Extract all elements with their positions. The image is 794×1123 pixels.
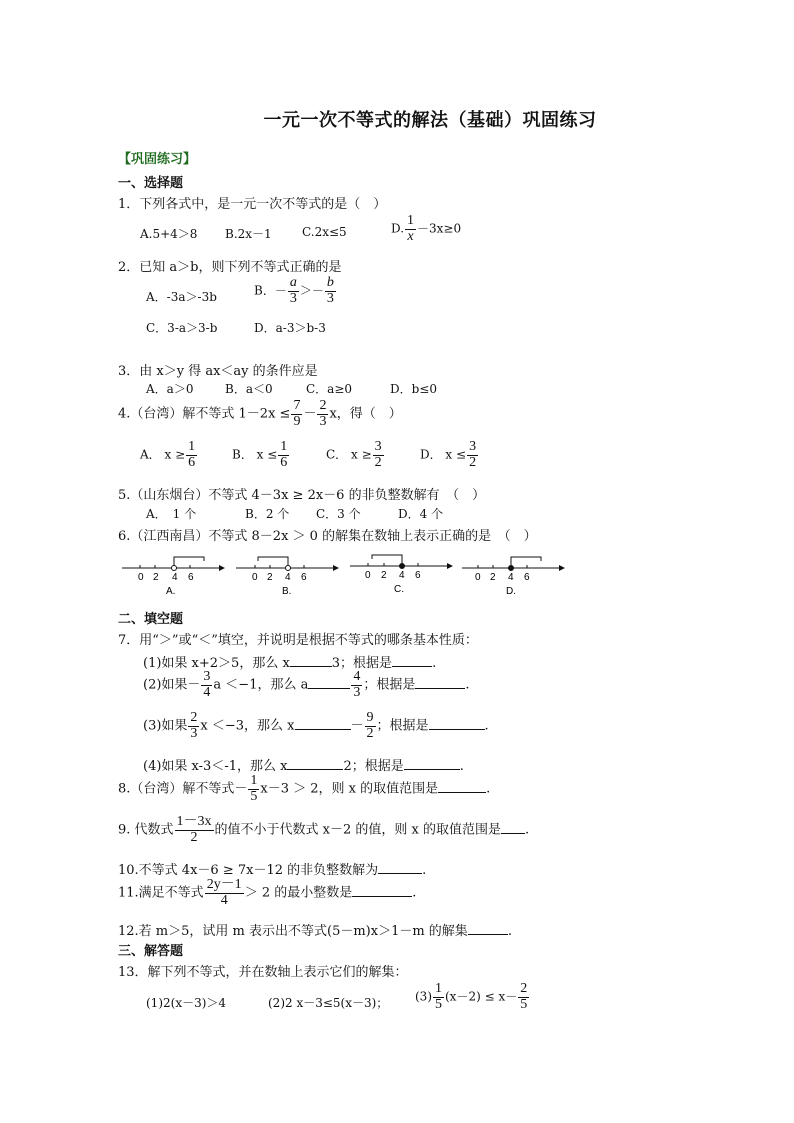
question-12: 12.若 m＞5，试用 m 表示出不等式(5－m)x＞1－m 的解集 . [118,924,512,939]
question-3-stem: 3．由 x＞y 得 ax＜ay 的条件应是 [118,364,318,379]
q4-option-c: C． x ≥ $\frac{3}{2}$ [326,439,382,470]
q5-option-d: D．4 个 [398,507,444,521]
question-5-stem: 5.（山东烟台）不等式 4－3x ≥ 2x－6 的非负整数解有 （ ） [118,488,486,503]
q1-option-a: A.5+4＞8 [140,227,198,241]
q5-option-c: C．3 个 [316,507,361,521]
q2-option-c: C．3-a＞3-b [146,321,218,335]
q7-part-3: (3)如果 $\frac{2}{3}$ x ＜−3，那么 x － $\frac{9}{2}$ ；根据是 . [143,710,489,741]
question-10: 10.不等式 4x－6 ≥ 7x－12 的非负整数解为 . [118,863,427,878]
question-6-stem: 6.（江西南昌）不等式 8－2x ＞ 0 的解集在数轴上表示正确的是 （ ） [118,529,537,544]
question-11: 11.满足不等式 $\frac{2y-1}{4}$ ＞ 2 的最小整数是 . [118,877,417,908]
question-9: 9. 代数式 $\frac{1-3x}{2}$ 的值不小于代数式 x－2 的值，则 x 的取值范围是 . [118,814,530,845]
option-label-b: B. [282,586,292,597]
tick-label: 2 [153,572,159,583]
tick-label: 6 [524,572,530,583]
question-13-stem: 13．解下列不等式，并在数轴上表示它们的解集： [118,965,408,980]
section-heading-fill: 二、填空题 [118,612,184,627]
q13-part-2: (2)2 x－3≤5(x－3)； [268,996,389,1010]
page-title: 一元一次不等式的解法（基础）巩固练习 [263,110,597,131]
tick-label: 2 [381,570,387,581]
tick-label: 0 [365,570,371,581]
option-label-d: D. [506,586,516,597]
q3-option-a: A．a＞0 [146,382,194,396]
q2-option-b: B．－ $\frac{a}{3}$ ＞－ $\frac{b}{3}$ [254,275,334,306]
tick-label: 4 [172,572,178,583]
tick-label: 0 [475,572,481,583]
number-line-b [236,557,338,597]
q2-option-a: A．-3a＞-3b [146,290,217,304]
q13-part-1: (1)2(x－3)＞4 [146,996,227,1010]
q3-option-b: B．a＜0 [225,382,273,396]
q3-option-c: C．a≥0 [306,382,353,396]
question-4-stem: 4.（台湾）解不等式 1－2x ≤ $\frac{7}{9}$ － $\frac{2}{3}$ x，得（ ） [118,398,402,429]
section-heading-solve: 三、解答题 [118,944,184,959]
q5-option-b: B．2 个 [245,507,290,521]
q13-part-3: (3) $\frac{1}{5}$ (x－2) ≤ x－ $\frac{2}{5}$ [415,981,528,1012]
q7-part-1: (1)如果 x+2＞5，那么 x 3；根据是 . [143,656,437,671]
option-label-c: C. [394,584,404,595]
tick-label: 4 [285,572,291,583]
question-7-stem: 7．用“＞”或“＜”填空，并说明是根据不等式的哪条基本性质： [118,633,478,648]
q1-option-c: C.2x≤5 [302,225,347,239]
tick-label: 6 [188,572,194,583]
tick-label: 4 [399,570,405,581]
number-line-options [118,548,568,600]
q4-option-b: B． x ≤ $\frac{1}{6}$ [232,439,288,470]
section-tag: 【巩固练习】 [118,152,197,167]
q7-part-2: (2)如果－ $\frac{3}{4}$ a ＜−1，那么 a $\frac{4}{3}$ ；根据是 . [143,669,470,700]
tick-label: 0 [138,572,144,583]
tick-label: 6 [415,570,421,581]
q7-part-4: (4)如果 x-3＜-1，那么 x 2；根据是 . [143,759,464,774]
tick-label: 2 [490,572,496,583]
q5-option-a: A． 1 个 [146,507,197,521]
question-8: 8.（台湾）解不等式－ $\frac{1}{5}$ x－3 ＞ 2，则 x 的取值范围是 . [118,773,491,804]
tick-label: 6 [301,572,307,583]
tick-label: 2 [267,572,273,583]
q3-option-d: D．b≤0 [390,382,437,396]
number-line-c [350,555,452,595]
q4-option-a: A． x ≥ $\frac{1}{6}$ [140,439,196,470]
tick-label: 0 [252,572,258,583]
tick-label: 4 [508,572,514,583]
number-line-a [122,557,224,597]
question-1-stem: 1．下列各式中，是一元一次不等式的是（ ） [118,197,387,212]
number-line-d [462,557,564,597]
q1-option-d: D. $\frac{1}{x}$ －3x≥0 [391,213,462,244]
q4-option-d: D． x ≤ $\frac{3}{2}$ [420,439,477,470]
q2-option-d: D．a-3＞b-3 [254,321,326,335]
question-2-stem: 2．已知 a＞b，则下列不等式正确的是 [118,260,342,275]
option-label-a: A. [166,586,176,597]
q1-option-b: B.2x－1 [225,227,272,241]
section-heading-choice: 一、选择题 [118,176,184,191]
